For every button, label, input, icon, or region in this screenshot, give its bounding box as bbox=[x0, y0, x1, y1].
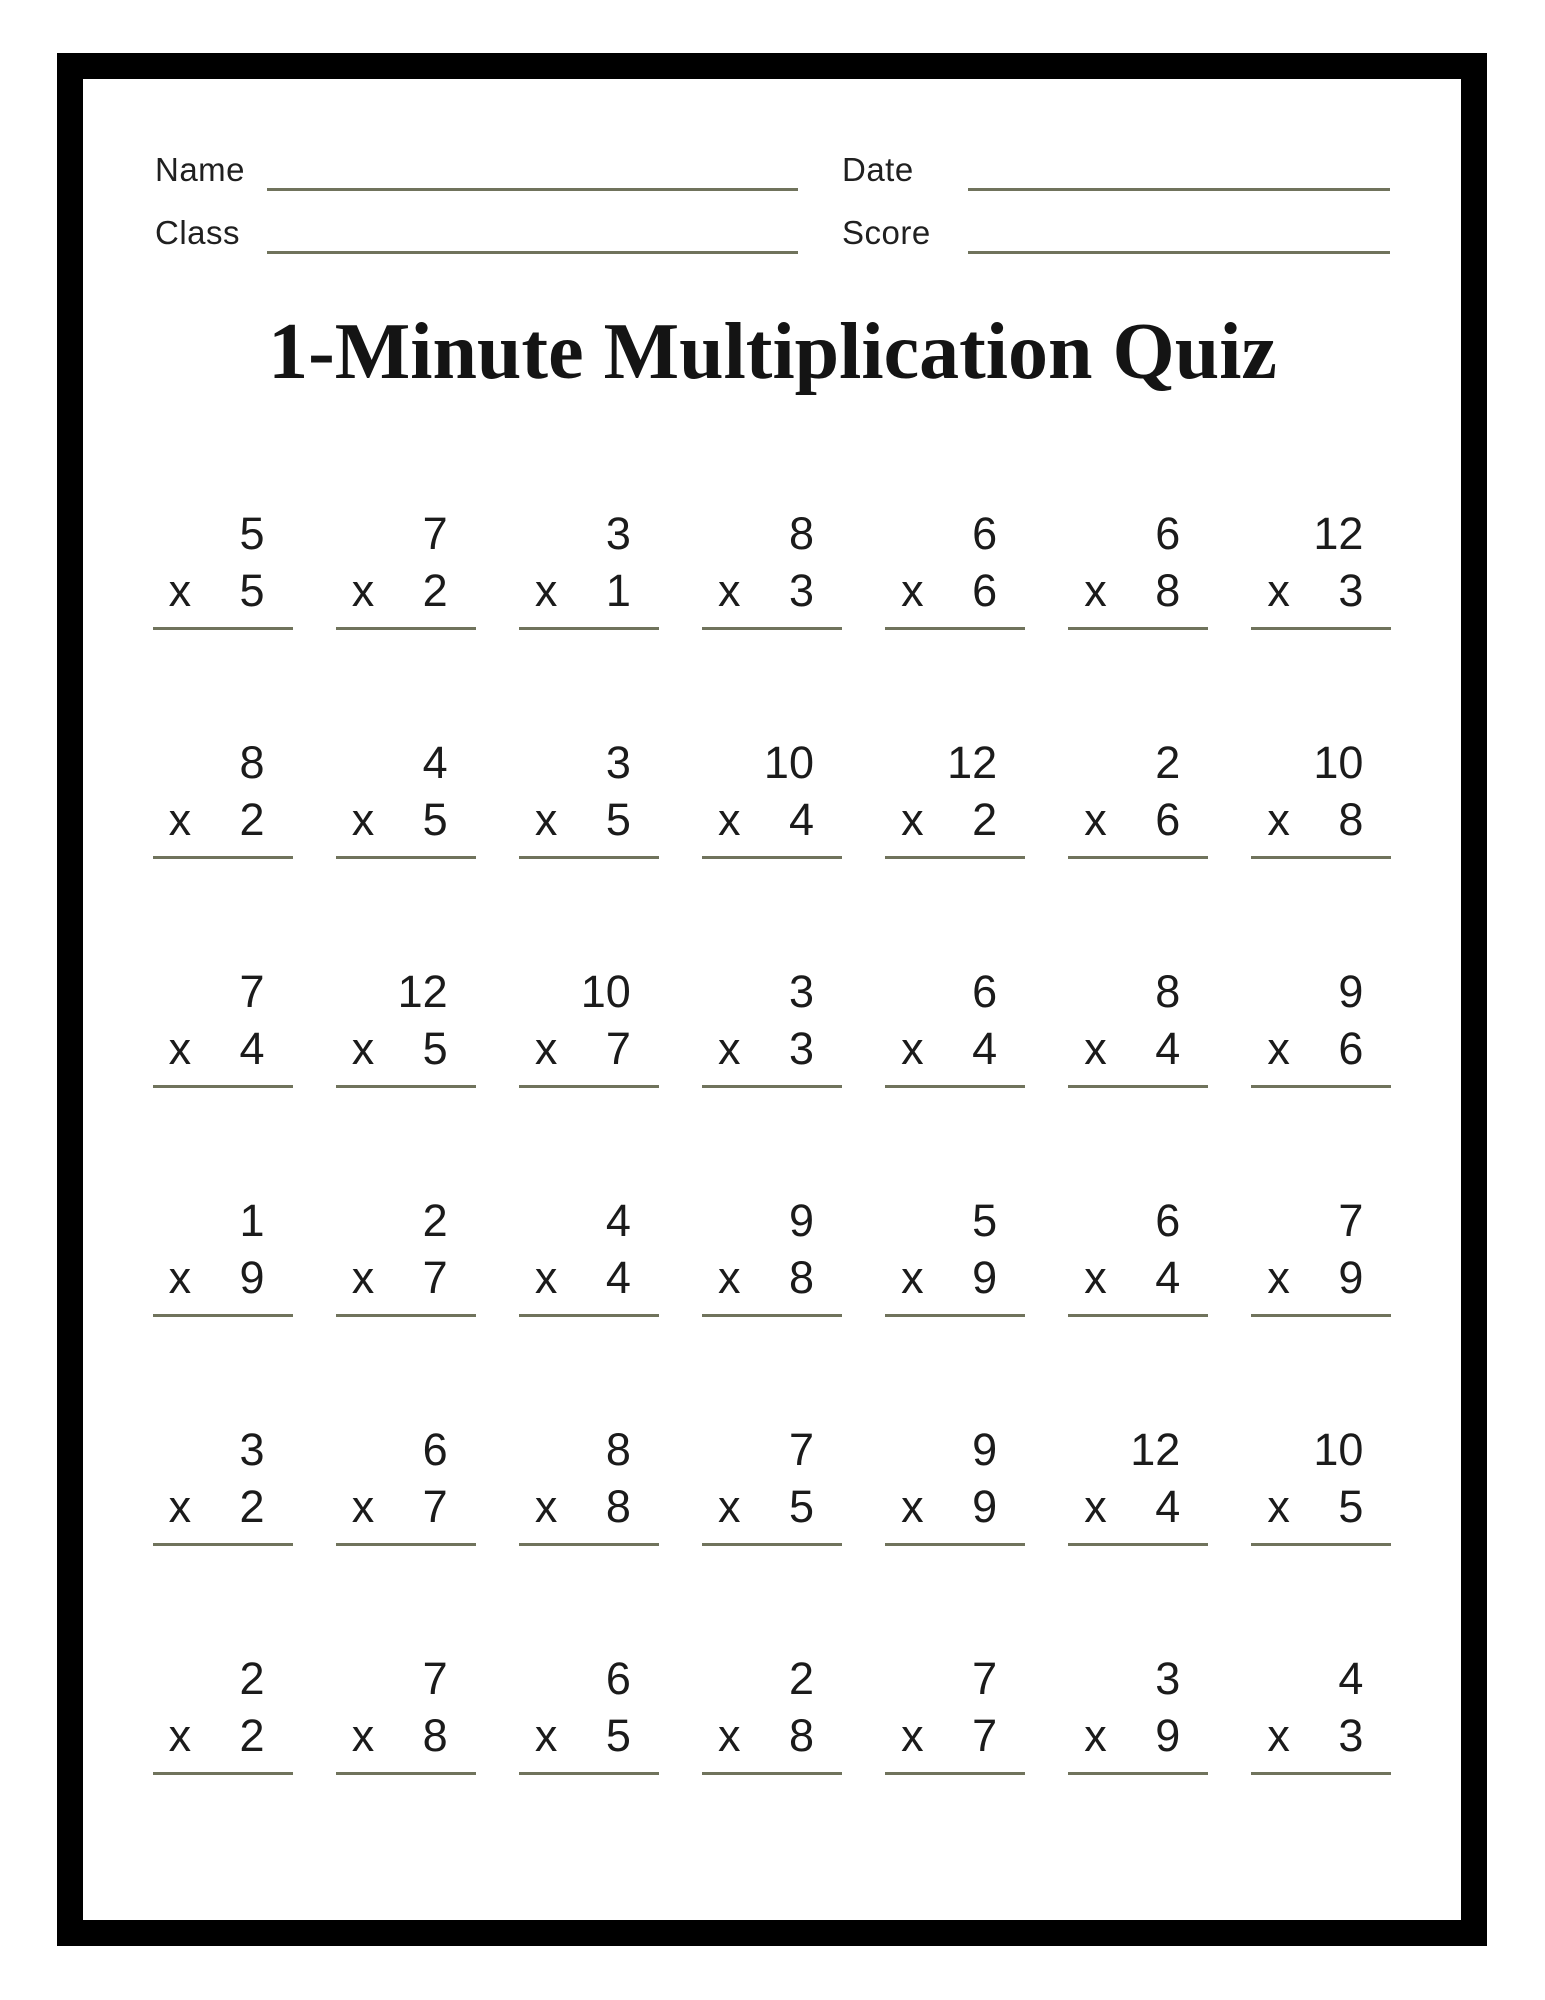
multiplier: 4 bbox=[1155, 1252, 1181, 1303]
multiplication-problem bbox=[885, 734, 1025, 859]
multiplicand: 2 bbox=[422, 1195, 448, 1246]
multiplier: 5 bbox=[422, 1023, 448, 1074]
answer-line bbox=[1251, 1085, 1391, 1088]
multiplier: 7 bbox=[605, 1023, 631, 1074]
answer-line bbox=[1068, 1772, 1208, 1775]
multiplication-problem bbox=[1251, 963, 1391, 1088]
date-label: Date bbox=[842, 151, 914, 188]
score-label: Score bbox=[842, 214, 931, 251]
answer-line bbox=[885, 1772, 1025, 1775]
multiplier: 8 bbox=[788, 1252, 814, 1303]
answer-line bbox=[1251, 1772, 1391, 1775]
multiplier: 8 bbox=[1155, 565, 1181, 616]
multiplication-problem bbox=[153, 734, 293, 859]
multiplication-problem bbox=[153, 1650, 293, 1775]
multiplicand: 7 bbox=[788, 1424, 814, 1475]
multiplier: 4 bbox=[1155, 1481, 1181, 1532]
multiplicand: 9 bbox=[1338, 966, 1364, 1017]
multiplicand: 6 bbox=[972, 508, 998, 559]
multiplication-problem bbox=[336, 734, 476, 859]
multiplicand: 6 bbox=[972, 966, 998, 1017]
multiplier: 4 bbox=[239, 1023, 265, 1074]
answer-line bbox=[336, 1314, 476, 1317]
multiply-sign: x bbox=[168, 1710, 192, 1761]
multiplier: 5 bbox=[239, 565, 265, 616]
multiplier: 3 bbox=[1338, 1710, 1364, 1761]
multiplicand: 7 bbox=[239, 966, 265, 1017]
answer-line bbox=[885, 627, 1025, 630]
multiplication-problem bbox=[885, 1192, 1025, 1317]
multiply-sign: x bbox=[168, 794, 192, 845]
answer-line bbox=[153, 1314, 293, 1317]
multiplier: 2 bbox=[239, 1710, 265, 1761]
multiplier: 9 bbox=[972, 1481, 998, 1532]
multiplication-problem bbox=[702, 1421, 842, 1546]
multiply-sign: x bbox=[717, 1252, 741, 1303]
multiply-sign: x bbox=[717, 794, 741, 845]
answer-line bbox=[702, 1772, 842, 1775]
multiply-sign: x bbox=[901, 565, 924, 616]
multiply-sign: x bbox=[534, 1710, 558, 1761]
multiplicand: 4 bbox=[422, 737, 448, 788]
multiplicand: 2 bbox=[239, 1653, 265, 1704]
multiplicand: 10 bbox=[580, 966, 631, 1017]
multiplier: 3 bbox=[1338, 565, 1364, 616]
multiply-sign: x bbox=[351, 1481, 375, 1532]
multiply-sign: x bbox=[168, 1252, 192, 1303]
multiplier: 9 bbox=[1338, 1252, 1364, 1303]
multiply-sign: x bbox=[901, 1023, 924, 1074]
multiplicand: 3 bbox=[605, 737, 631, 788]
multiplication-problem bbox=[1068, 963, 1208, 1088]
answer-line bbox=[153, 1085, 293, 1088]
multiplication-problem bbox=[1068, 734, 1208, 859]
multiply-sign: x bbox=[901, 1710, 924, 1761]
date-field-line bbox=[968, 188, 1390, 191]
class-label: Class bbox=[155, 214, 241, 251]
answer-line bbox=[702, 1085, 842, 1088]
multiply-sign: x bbox=[351, 1252, 375, 1303]
multiply-sign: x bbox=[534, 1481, 558, 1532]
multiplier: 4 bbox=[605, 1252, 631, 1303]
multiplication-problem bbox=[1251, 505, 1391, 630]
multiplication-problem bbox=[1068, 505, 1208, 630]
multiply-sign: x bbox=[1084, 1710, 1107, 1761]
multiplicand: 12 bbox=[1313, 508, 1364, 559]
answer-line bbox=[336, 1085, 476, 1088]
answer-line bbox=[1251, 627, 1391, 630]
multiplier: 3 bbox=[788, 565, 814, 616]
multiplicand: 10 bbox=[763, 737, 814, 788]
multiplier: 4 bbox=[972, 1023, 998, 1074]
multiplication-problem bbox=[153, 505, 293, 630]
name-label: Name bbox=[155, 151, 246, 188]
multiply-sign: x bbox=[1267, 1481, 1290, 1532]
multiplier: 2 bbox=[972, 794, 998, 845]
answer-line bbox=[885, 1085, 1025, 1088]
answer-line bbox=[153, 1543, 293, 1546]
multiplication-problem bbox=[702, 505, 842, 630]
multiplicand: 12 bbox=[1130, 1424, 1181, 1475]
multiply-sign: x bbox=[1267, 1023, 1290, 1074]
multiply-sign: x bbox=[168, 565, 192, 616]
multiplicand: 7 bbox=[422, 1653, 448, 1704]
multiplier: 4 bbox=[788, 794, 814, 845]
multiplicand: 5 bbox=[972, 1195, 998, 1246]
multiplication-problem bbox=[885, 963, 1025, 1088]
multiplier: 5 bbox=[1338, 1481, 1364, 1532]
answer-line bbox=[1068, 1314, 1208, 1317]
multiplication-problem bbox=[885, 1650, 1025, 1775]
multiply-sign: x bbox=[534, 565, 558, 616]
multiplier: 6 bbox=[972, 565, 998, 616]
answer-line bbox=[336, 1772, 476, 1775]
multiplier: 6 bbox=[1338, 1023, 1364, 1074]
multiplication-problem bbox=[1068, 1421, 1208, 1546]
answer-line bbox=[519, 627, 659, 630]
multiplicand: 7 bbox=[972, 1653, 998, 1704]
multiplicand: 6 bbox=[1155, 1195, 1181, 1246]
answer-line bbox=[1251, 856, 1391, 859]
multiplication-problem bbox=[702, 963, 842, 1088]
multiplicand: 2 bbox=[788, 1653, 814, 1704]
multiplication-problem bbox=[519, 734, 659, 859]
multiplicand: 6 bbox=[422, 1424, 448, 1475]
multiplier: 9 bbox=[1155, 1710, 1181, 1761]
multiplier: 8 bbox=[605, 1481, 631, 1532]
answer-line bbox=[519, 856, 659, 859]
multiplicand: 9 bbox=[972, 1424, 998, 1475]
answer-line bbox=[153, 627, 293, 630]
multiplier: 7 bbox=[422, 1481, 448, 1532]
answer-line bbox=[153, 856, 293, 859]
name-field-line bbox=[267, 188, 798, 191]
multiplier: 9 bbox=[972, 1252, 998, 1303]
multiplier: 3 bbox=[788, 1023, 814, 1074]
class-field-line bbox=[267, 251, 798, 254]
answer-line bbox=[519, 1085, 659, 1088]
multiply-sign: x bbox=[901, 1481, 924, 1532]
multiplicand: 9 bbox=[788, 1195, 814, 1246]
multiply-sign: x bbox=[717, 565, 741, 616]
multiply-sign: x bbox=[1084, 565, 1107, 616]
multiplicand: 3 bbox=[239, 1424, 265, 1475]
answer-line bbox=[519, 1314, 659, 1317]
multiplication-problem bbox=[336, 1192, 476, 1317]
multiply-sign: x bbox=[901, 1252, 924, 1303]
multiplication-problem bbox=[519, 1650, 659, 1775]
multiplier: 1 bbox=[605, 565, 631, 616]
answer-line bbox=[885, 856, 1025, 859]
score-field-line bbox=[968, 251, 1390, 254]
problems-grid bbox=[131, 505, 1413, 1775]
answer-line bbox=[519, 1772, 659, 1775]
multiply-sign: x bbox=[717, 1023, 741, 1074]
multiplication-problem bbox=[336, 505, 476, 630]
answer-line bbox=[885, 1543, 1025, 1546]
multiplicand: 10 bbox=[1313, 737, 1364, 788]
multiplication-problem bbox=[519, 505, 659, 630]
multiplier: 2 bbox=[239, 794, 265, 845]
multiply-sign: x bbox=[1084, 1252, 1107, 1303]
multiplicand: 8 bbox=[788, 508, 814, 559]
multiplication-problem bbox=[519, 1192, 659, 1317]
multiplier: 7 bbox=[422, 1252, 448, 1303]
multiplicand: 12 bbox=[947, 737, 998, 788]
answer-line bbox=[702, 856, 842, 859]
multiplication-problem bbox=[1251, 734, 1391, 859]
multiply-sign: x bbox=[168, 1023, 192, 1074]
multiplication-problem bbox=[336, 1421, 476, 1546]
multiply-sign: x bbox=[351, 1710, 375, 1761]
answer-line bbox=[153, 1772, 293, 1775]
multiply-sign: x bbox=[1084, 1481, 1107, 1532]
multiply-sign: x bbox=[534, 794, 558, 845]
multiplicand: 3 bbox=[605, 508, 631, 559]
multiplier: 5 bbox=[788, 1481, 814, 1532]
multiplier: 4 bbox=[1155, 1023, 1181, 1074]
page-title: 1-Minute Multiplication Quiz bbox=[268, 308, 1277, 396]
multiplication-problem bbox=[702, 734, 842, 859]
multiplier: 9 bbox=[239, 1252, 265, 1303]
multiplier: 2 bbox=[422, 565, 448, 616]
answer-line bbox=[1068, 1543, 1208, 1546]
multiplier: 8 bbox=[422, 1710, 448, 1761]
multiplier: 5 bbox=[605, 794, 631, 845]
multiplicand: 6 bbox=[1155, 508, 1181, 559]
answer-line bbox=[1251, 1543, 1391, 1546]
answer-line bbox=[702, 627, 842, 630]
multiplier: 8 bbox=[1338, 794, 1364, 845]
answer-line bbox=[336, 856, 476, 859]
multiplier: 5 bbox=[422, 794, 448, 845]
multiplier: 2 bbox=[239, 1481, 265, 1532]
multiply-sign: x bbox=[1267, 565, 1290, 616]
multiplicand: 4 bbox=[1338, 1653, 1364, 1704]
multiplication-problem bbox=[1251, 1192, 1391, 1317]
multiplicand: 8 bbox=[239, 737, 265, 788]
answer-line bbox=[885, 1314, 1025, 1317]
multiplicand: 12 bbox=[397, 966, 448, 1017]
multiplicand: 5 bbox=[239, 508, 265, 559]
multiplicand: 3 bbox=[1155, 1653, 1181, 1704]
multiplication-problem bbox=[1068, 1192, 1208, 1317]
multiplication-problem bbox=[1251, 1650, 1391, 1775]
multiply-sign: x bbox=[351, 794, 375, 845]
answer-line bbox=[1068, 856, 1208, 859]
multiply-sign: x bbox=[1084, 794, 1107, 845]
answer-line bbox=[519, 1543, 659, 1546]
answer-line bbox=[336, 1543, 476, 1546]
answer-line bbox=[1068, 1085, 1208, 1088]
multiplication-problem bbox=[153, 963, 293, 1088]
multiplicand: 1 bbox=[239, 1195, 265, 1246]
multiplication-problem bbox=[336, 1650, 476, 1775]
multiply-sign: x bbox=[717, 1710, 741, 1761]
multiplication-problem bbox=[885, 505, 1025, 630]
multiply-sign: x bbox=[1267, 1252, 1290, 1303]
multiply-sign: x bbox=[1084, 1023, 1107, 1074]
multiplier: 5 bbox=[605, 1710, 631, 1761]
multiplication-problem bbox=[702, 1192, 842, 1317]
answer-line bbox=[1251, 1314, 1391, 1317]
multiply-sign: x bbox=[351, 1023, 375, 1074]
answer-line bbox=[702, 1314, 842, 1317]
answer-line bbox=[1068, 627, 1208, 630]
multiply-sign: x bbox=[1267, 794, 1290, 845]
multiply-sign: x bbox=[168, 1481, 192, 1532]
multiplier: 7 bbox=[972, 1710, 998, 1761]
multiplier: 6 bbox=[1155, 794, 1181, 845]
multiplicand: 7 bbox=[422, 508, 448, 559]
multiplication-problem bbox=[336, 963, 476, 1088]
multiplicand: 4 bbox=[605, 1195, 631, 1246]
answer-line bbox=[702, 1543, 842, 1546]
multiplicand: 6 bbox=[605, 1653, 631, 1704]
multiplication-problem bbox=[702, 1650, 842, 1775]
multiplicand: 3 bbox=[788, 966, 814, 1017]
multiplicand: 2 bbox=[1155, 737, 1181, 788]
multiplication-problem bbox=[153, 1421, 293, 1546]
multiplication-problem bbox=[1068, 1650, 1208, 1775]
multiplicand: 10 bbox=[1313, 1424, 1364, 1475]
answer-line bbox=[336, 627, 476, 630]
multiplication-problem bbox=[885, 1421, 1025, 1546]
multiplier: 8 bbox=[788, 1710, 814, 1761]
multiplicand: 8 bbox=[605, 1424, 631, 1475]
multiplication-problem bbox=[153, 1192, 293, 1317]
multiply-sign: x bbox=[534, 1023, 558, 1074]
multiply-sign: x bbox=[1267, 1710, 1290, 1761]
multiplication-problem bbox=[1251, 1421, 1391, 1546]
multiply-sign: x bbox=[901, 794, 924, 845]
multiply-sign: x bbox=[534, 1252, 558, 1303]
multiplication-problem bbox=[519, 963, 659, 1088]
multiplicand: 8 bbox=[1155, 966, 1181, 1017]
multiply-sign: x bbox=[351, 565, 375, 616]
multiplicand: 7 bbox=[1338, 1195, 1364, 1246]
multiply-sign: x bbox=[717, 1481, 741, 1532]
multiplication-problem bbox=[519, 1421, 659, 1546]
